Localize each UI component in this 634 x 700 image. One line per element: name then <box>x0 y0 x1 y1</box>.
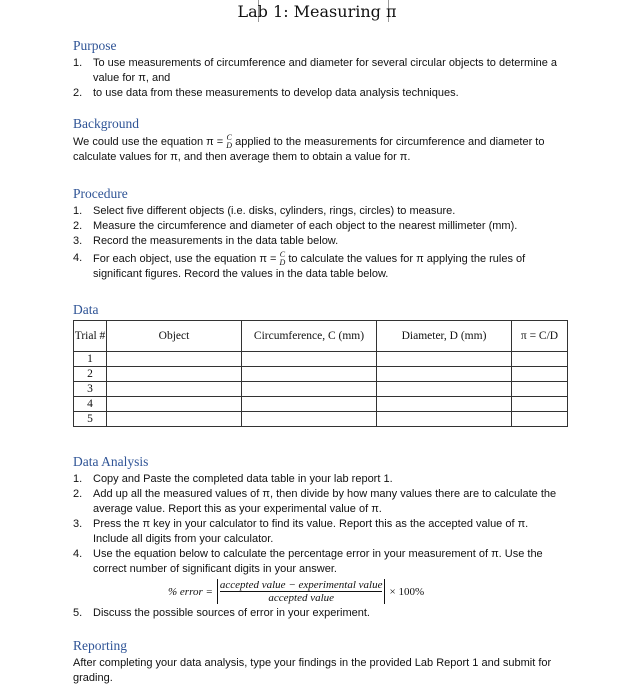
text: applied to the measurements for circumference and diameter to calculate values for π, and then average them to obtain a value for π. <box>73 135 545 163</box>
item-text: Press the π key in your calculator to find its value. Report this as the accepted value of π. Include all digits from your calculator. <box>93 518 529 545</box>
circumference-cell[interactable] <box>242 412 377 427</box>
analysis-heading: Data Analysis <box>73 454 149 469</box>
analysis-section <box>73 454 563 621</box>
list-item: 3. Record the measurements in the data table below. <box>73 235 339 247</box>
denominator: D <box>226 141 233 150</box>
list-item: 4. For each object, use the equation π = C D to calculate the values for π applying the rules of significant figures. Record the values in the data table below. <box>73 250 526 280</box>
fraction <box>226 134 232 150</box>
table-row <box>74 382 568 397</box>
background-section <box>73 116 563 165</box>
trial-number: 2 <box>74 367 107 382</box>
item-text: Discuss the possible sources of error in your experiment. <box>93 607 370 619</box>
circumference-cell[interactable] <box>242 352 377 367</box>
data-section <box>73 302 573 427</box>
col-trial: Trial # <box>74 321 107 352</box>
circumference-cell[interactable] <box>242 397 377 412</box>
list-item: 2. Measure the circumference and diameter of each object to the nearest millimeter (mm). <box>73 220 518 232</box>
percent-error-formula <box>168 579 563 604</box>
text: For each object, use the equation π = <box>93 252 277 265</box>
pi-cell[interactable] <box>512 397 568 412</box>
circumference-cell[interactable] <box>242 382 377 397</box>
procedure-heading: Procedure <box>73 186 128 201</box>
text: to calculate the values for π applying the rules of significant figures. Record the values in the data table below. <box>93 252 526 280</box>
list-item: 2. Add up all the measured values of π, then divide by how many values there are to calculate the average value. Report this as your experimental value of π. <box>73 487 563 517</box>
object-cell[interactable] <box>107 412 242 427</box>
item-text: Measure the circumference and diameter of each object to the nearest millimeter (mm). <box>93 220 518 232</box>
pi-cell[interactable] <box>512 412 568 427</box>
numerator: accepted value − experimental value <box>219 579 383 591</box>
object-cell[interactable] <box>107 352 242 367</box>
diameter-cell[interactable] <box>377 352 512 367</box>
item-text: Use the equation below to calculate the percentage error in your measurement of π. Use the correct number of significant digits in your answer. <box>93 548 543 575</box>
reporting-heading: Reporting <box>73 638 127 653</box>
numerator: C <box>279 250 286 259</box>
formula-rhs: × 100% <box>389 585 425 598</box>
fraction <box>279 251 285 267</box>
item-text: Record the measurements in the data table below. <box>93 235 339 247</box>
diameter-cell[interactable] <box>377 367 512 382</box>
data-heading: Data <box>73 302 99 317</box>
object-cell[interactable] <box>107 397 242 412</box>
diameter-cell[interactable] <box>377 382 512 397</box>
table-row <box>74 397 568 412</box>
pi-cell[interactable] <box>512 367 568 382</box>
fraction <box>217 579 386 604</box>
list-item: 4. Use the equation below to calculate the percentage error in your measurement of π. Use the correct number of significant digits in your answer. <box>73 547 563 577</box>
item-text: Copy and Paste the completed data table in your lab report 1. <box>93 473 393 485</box>
list-item: 5. Discuss the possible sources of error in your experiment. <box>73 607 370 619</box>
item-text: To use measurements of circumference and diameter for several circular objects to determine a value for π, and <box>93 57 558 84</box>
denominator: D <box>279 258 286 267</box>
diameter-cell[interactable] <box>377 397 512 412</box>
table-row <box>74 412 568 427</box>
text: We could use the equation π = <box>73 135 224 148</box>
trial-number: 5 <box>74 412 107 427</box>
list-item: 1. Copy and Paste the completed data table in your lab report 1. <box>73 473 393 485</box>
col-circumference: Circumference, C (mm) <box>242 321 377 352</box>
purpose-section <box>73 38 563 101</box>
list-item: 3. Press the π key in your calculator to find its value. Report this as the accepted value of π. Include all digits from your calculator. <box>73 517 563 547</box>
data-table <box>73 320 568 427</box>
item-text: to use data from these measurements to develop data analysis techniques. <box>93 87 459 99</box>
reporting-text: After completing your data analysis, type your findings in the provided Lab Report 1 and submit for grading. <box>73 657 552 684</box>
reporting-section <box>73 638 563 686</box>
pi-cell[interactable] <box>512 352 568 367</box>
object-cell[interactable] <box>107 367 242 382</box>
list-item: 2. to use data from these measurements to develop data analysis techniques. <box>73 87 459 99</box>
numerator: C <box>226 133 232 142</box>
background-heading: Background <box>73 116 139 131</box>
page-title: Lab 1: Measuring π <box>237 2 397 21</box>
object-cell[interactable] <box>107 382 242 397</box>
item-text: Select five different objects (i.e. disks, cylinders, rings, circles) to measure. <box>93 205 456 217</box>
item-text: Add up all the measured values of π, then divide by how many values there are to calculate the average value. Report this as your experimental value of π. <box>93 488 557 515</box>
background-text <box>73 134 563 165</box>
table-row <box>74 367 568 382</box>
purpose-heading: Purpose <box>73 38 117 53</box>
list-item: 1. To use measurements of circumference and diameter for several circular objects to determine a value for π, and <box>73 56 563 86</box>
procedure-section <box>73 186 563 282</box>
col-object: Object <box>107 321 242 352</box>
pi-cell[interactable] <box>512 382 568 397</box>
denominator: accepted value <box>268 592 335 604</box>
col-diameter: Diameter, D (mm) <box>377 321 512 352</box>
table-header <box>74 321 568 352</box>
table-row <box>74 352 568 367</box>
diameter-cell[interactable] <box>377 412 512 427</box>
trial-number: 3 <box>74 382 107 397</box>
trial-number: 1 <box>74 352 107 367</box>
col-pi: π = C/D <box>512 321 568 352</box>
circumference-cell[interactable] <box>242 367 377 382</box>
list-item: 1. Select five different objects (i.e. disks, cylinders, rings, circles) to measure. <box>73 205 456 217</box>
formula-lhs: % error = <box>168 585 213 598</box>
trial-number: 4 <box>74 397 107 412</box>
